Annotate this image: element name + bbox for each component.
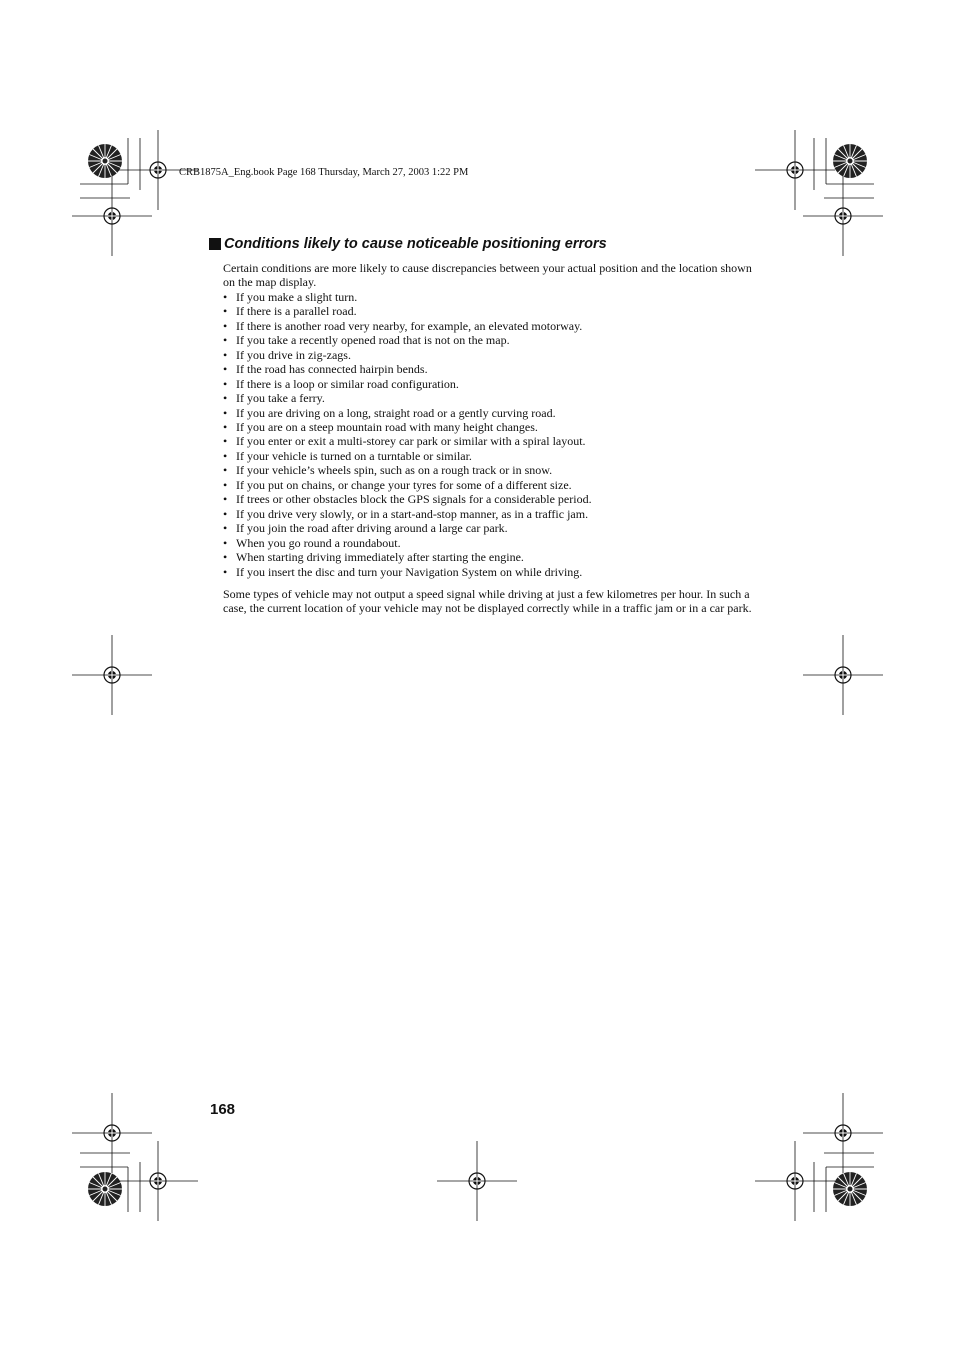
bullet-dot: • <box>223 463 228 478</box>
bullet-dot: • <box>223 289 228 304</box>
list-item-text: If you take a ferry. <box>236 391 325 406</box>
list-item-text: If you take a recently opened road that is not on the map. <box>236 333 510 348</box>
list-item <box>223 507 763 521</box>
closing-paragraph: Some types of vehicle may not output a speed signal while driving at just a few kilometres per hour. In such a case, the current location of your vehicle may not be displayed correctly while in a traffic jam or in a car park. <box>223 586 752 616</box>
list-item-text: If there is a loop or similar road configuration. <box>236 376 459 391</box>
bullet-dot: • <box>223 391 228 406</box>
registration-cross-icon <box>803 176 883 256</box>
list-item <box>223 420 763 434</box>
list-item-text: If there is a parallel road. <box>236 304 357 319</box>
bullet-dot: • <box>223 376 228 391</box>
list-item-text: If you join the road after driving around a large car park. <box>236 521 508 536</box>
bullet-dot: • <box>223 506 228 521</box>
bullet-dot: • <box>223 405 228 420</box>
list-item-text: When starting driving immediately after starting the engine. <box>236 550 524 565</box>
bullet-dot: • <box>223 492 228 507</box>
bullet-dot: • <box>223 535 228 550</box>
list-item <box>223 565 763 579</box>
list-item <box>223 333 763 347</box>
bullet-dot: • <box>223 318 228 333</box>
list-item <box>223 492 763 506</box>
list-item-text: If you drive very slowly, or in a start-and-stop manner, as in a traffic jam. <box>236 506 589 521</box>
registration-cross-icon <box>755 130 835 210</box>
list-item <box>223 478 763 492</box>
registration-cross-icon <box>803 635 883 715</box>
list-item <box>223 348 763 362</box>
bullet-dot: • <box>223 333 228 348</box>
bullet-dot: • <box>223 564 228 579</box>
starburst-icon <box>88 1172 122 1206</box>
list-item-text: If you drive in zig-zags. <box>236 347 351 362</box>
list-item <box>223 536 763 550</box>
list-item-text: If you put on chains, or change your tyres for some of a different size. <box>236 477 572 492</box>
bullet-dot: • <box>223 304 228 319</box>
bullet-dot: • <box>223 448 228 463</box>
conditions-list <box>223 290 763 579</box>
list-item <box>223 319 763 333</box>
registration-cross-icon <box>72 1093 152 1173</box>
registration-cross-icon <box>755 1141 835 1221</box>
starburst-icon <box>88 144 122 178</box>
bullet-dot: • <box>223 419 228 434</box>
list-item <box>223 406 763 420</box>
bullet-dot: • <box>223 477 228 492</box>
section-heading <box>209 236 607 252</box>
list-item <box>223 521 763 535</box>
list-item <box>223 434 763 448</box>
list-item-text: If trees or other obstacles block the GPS signals for a considerable period. <box>236 492 592 507</box>
list-item <box>223 463 763 477</box>
starburst-icon <box>833 144 867 178</box>
bullet-dot: • <box>223 347 228 362</box>
bullet-dot: • <box>223 521 228 536</box>
list-item-text: When you go round a roundabout. <box>236 535 401 550</box>
list-item-text: If the road has connected hairpin bends. <box>236 362 428 377</box>
list-item-text: If you are on a steep mountain road with many height changes. <box>236 419 538 434</box>
bullet-dot: • <box>223 434 228 449</box>
list-item <box>223 391 763 405</box>
list-item-text: If you are driving on a long, straight road or a gently curving road. <box>236 405 556 420</box>
bullet-dot: • <box>223 362 228 377</box>
list-item-text: If there is another road very nearby, for example, an elevated motorway. <box>236 318 583 333</box>
list-item-text: If you make a slight turn. <box>236 289 358 304</box>
list-item-text: If you enter or exit a multi-storey car park or similar with a spiral layout. <box>236 434 586 449</box>
registration-cross-icon <box>72 635 152 715</box>
registration-cross-icon <box>803 1093 883 1173</box>
list-item <box>223 377 763 391</box>
section-title-text: Conditions likely to cause noticeable positioning errors <box>224 236 607 252</box>
heading-square-icon <box>209 238 221 250</box>
list-item-text: If you insert the disc and turn your Navigation System on while driving. <box>236 564 583 579</box>
section-body <box>223 261 763 616</box>
list-item-text: If your vehicle is turned on a turntable or similar. <box>236 448 472 463</box>
list-item <box>223 550 763 564</box>
list-item <box>223 304 763 318</box>
book-file-info: CRB1875A_Eng.book Page 168 Thursday, March 27, 2003 1:22 PM <box>179 167 469 178</box>
list-item-text: If your vehicle’s wheels spin, such as on a rough track or in snow. <box>236 463 553 478</box>
page-number: 168 <box>210 1101 236 1118</box>
intro-paragraph: Certain conditions are more likely to cause discrepancies between your actual position and the location shown on the map display. <box>223 261 752 290</box>
registration-cross-icon <box>437 1141 517 1221</box>
list-item <box>223 362 763 376</box>
list-item <box>223 449 763 463</box>
starburst-icon <box>833 1172 867 1206</box>
list-item <box>223 290 763 304</box>
bullet-dot: • <box>223 550 228 565</box>
